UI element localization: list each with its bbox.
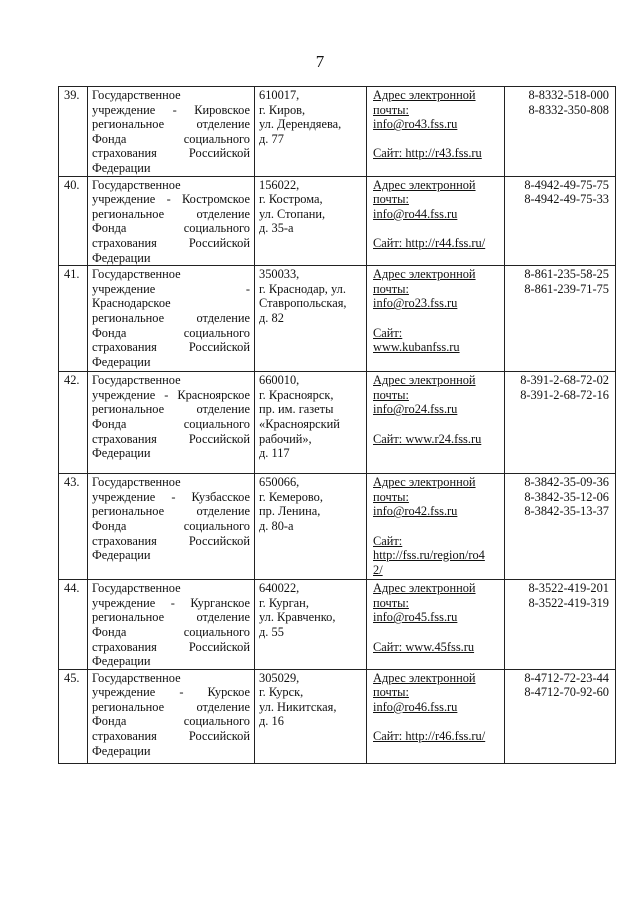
website-link[interactable]: www.kubanfss.ru <box>373 340 460 355</box>
email-link[interactable]: info@ro46.fss.ru <box>373 699 458 714</box>
institution-name-line: страхования Российской <box>92 533 250 548</box>
institution-name-line: Фонда социального <box>92 416 250 431</box>
email-link[interactable]: info@ro24.fss.ru <box>373 402 458 417</box>
phone-number: 8-391-2-68-72-02 <box>520 373 609 388</box>
institution-name-line: Государственное <box>92 373 181 388</box>
institution-name-line: Государственное <box>92 267 181 282</box>
institution-name <box>88 372 255 474</box>
address-line: г. Курск, <box>259 685 304 700</box>
address-line: г. Кострома, <box>259 192 323 207</box>
institution-name-line: учреждение - Красноярское <box>92 387 250 402</box>
institution-name-line: учреждение - Кузбасское <box>92 489 250 504</box>
postal-address <box>255 87 367 177</box>
row-number: 39. <box>59 87 88 177</box>
table-row <box>59 266 616 372</box>
address-line: ул. Дерендяева, <box>259 117 342 132</box>
row-number: 40. <box>59 176 88 266</box>
institution-name-line: Фонда социального <box>92 518 250 533</box>
row-number: 45. <box>59 669 88 763</box>
institution-name-line: региональное отделение <box>92 504 250 519</box>
phone-numbers <box>505 372 616 474</box>
institution-name-line: региональное отделение <box>92 699 250 714</box>
page-number: 7 <box>315 52 325 71</box>
address-line: 350033, <box>259 267 300 282</box>
institution-name <box>88 669 255 763</box>
contact-spacer <box>373 221 500 236</box>
email-label: почты: <box>373 387 409 402</box>
table-row <box>59 176 616 266</box>
institution-name-line: Фонда социального <box>92 325 250 340</box>
email-label: Адрес электронной <box>373 475 476 490</box>
email-label: Адрес электронной <box>373 373 476 388</box>
phone-number: 8-4942-49-75-33 <box>524 192 609 207</box>
email-link[interactable]: info@ro23.fss.ru <box>373 296 458 311</box>
website-link[interactable]: http://fss.ru/region/ro4 <box>373 548 485 563</box>
website-link[interactable]: Сайт: <box>373 325 403 340</box>
institution-name-line: Федерации <box>92 250 151 265</box>
address-line: ул. Никитская, <box>259 699 337 714</box>
address-line: Ставропольская, <box>259 296 347 311</box>
phone-numbers <box>505 580 616 670</box>
address-line: пр. им. газеты <box>259 402 334 417</box>
phone-numbers <box>505 669 616 763</box>
phone-number: 8-4712-72-23-44 <box>524 670 609 685</box>
table-row <box>59 372 616 474</box>
address-line: 156022, <box>259 177 300 192</box>
table-body <box>59 87 616 764</box>
institution-name-line: региональное отделение <box>92 117 250 132</box>
online-contacts <box>367 87 505 177</box>
online-contacts <box>367 266 505 372</box>
address-line: д. 77 <box>259 131 284 146</box>
address-line: 660010, <box>259 373 300 388</box>
row-number: 42. <box>59 372 88 474</box>
website-link[interactable]: Сайт: http://r44.fss.ru/ <box>373 235 486 250</box>
website-link[interactable]: Сайт: <box>373 533 403 548</box>
address-line: 640022, <box>259 581 300 596</box>
contact-spacer <box>373 714 500 729</box>
phone-number: 8-4712-70-92-60 <box>524 685 609 700</box>
address-line: ул. Кравченко, <box>259 610 336 625</box>
email-link[interactable]: info@ro45.fss.ru <box>373 610 458 625</box>
institution-name-line: учреждение - Курское <box>92 685 250 700</box>
website-link[interactable]: Сайт: http://r43.fss.ru <box>373 146 482 161</box>
address-line: 650066, <box>259 475 300 490</box>
institution-name-line: Фонда социального <box>92 714 250 729</box>
institution-name-line: страхования Российской <box>92 639 250 654</box>
institution-name-line: Федерации <box>92 743 151 758</box>
address-line: г. Краснодар, ул. <box>259 281 346 296</box>
email-link[interactable]: info@ro43.fss.ru <box>373 117 458 132</box>
postal-address <box>255 372 367 474</box>
email-link[interactable]: info@ro44.fss.ru <box>373 206 458 221</box>
postal-address <box>255 176 367 266</box>
phone-number: 8-8332-350-808 <box>528 102 609 117</box>
institution-name-line: Федерации <box>92 654 151 669</box>
institution-name-line: учреждение - Костромское <box>92 192 250 207</box>
phone-number: 8-861-239-71-75 <box>524 281 609 296</box>
institution-name <box>88 474 255 580</box>
address-line: пр. Ленина, <box>259 504 321 519</box>
address-line: г. Кемерово, <box>259 489 323 504</box>
address-line: д. 117 <box>259 446 290 461</box>
institution-name-line: Государственное <box>92 88 181 102</box>
institution-name-line: Федерации <box>92 160 151 175</box>
postal-address <box>255 474 367 580</box>
address-line: г. Киров, <box>259 102 306 117</box>
contact-spacer <box>373 417 500 432</box>
institution-name <box>88 87 255 177</box>
phone-numbers <box>505 474 616 580</box>
institution-name <box>88 580 255 670</box>
institution-name-line: Фонда социального <box>92 221 250 236</box>
address-line: д. 16 <box>259 714 284 729</box>
phone-numbers <box>505 176 616 266</box>
email-label: Адрес электронной <box>373 88 476 102</box>
email-label: Адрес электронной <box>373 177 476 192</box>
address-line: д. 82 <box>259 310 284 325</box>
institution-name-line: Государственное <box>92 581 181 596</box>
email-label: почты: <box>373 489 409 504</box>
website-link[interactable]: Сайт: http://r46.fss.ru/ <box>373 729 486 744</box>
row-number: 41. <box>59 266 88 372</box>
email-label: Адрес электронной <box>373 267 476 282</box>
phone-number: 8-391-2-68-72-16 <box>520 387 609 402</box>
online-contacts <box>367 474 505 580</box>
institution-name-line: региональное отделение <box>92 206 250 221</box>
institution-name-line: страхования Российской <box>92 431 250 446</box>
address-line: 305029, <box>259 670 300 685</box>
row-number: 44. <box>59 580 88 670</box>
institution-name-line: учреждение - Курганское <box>92 595 250 610</box>
website-link[interactable]: Сайт: www.r24.fss.ru <box>373 431 482 446</box>
address-line: д. 55 <box>259 624 284 639</box>
table-row <box>59 580 616 670</box>
postal-address <box>255 266 367 372</box>
phone-number: 8-3842-35-12-06 <box>524 489 609 504</box>
email-label: почты: <box>373 595 409 610</box>
email-label: почты: <box>373 685 409 700</box>
institution-name-line: региональное отделение <box>92 610 250 625</box>
institution-name-line: Фонда социального <box>92 624 250 639</box>
institution-name-line: Федерации <box>92 354 151 369</box>
institution-name-line: Государственное <box>92 475 181 490</box>
email-label: почты: <box>373 281 409 296</box>
website-link[interactable]: 2/ <box>373 562 383 577</box>
institution-name-line: страхования Российской <box>92 340 250 355</box>
phone-number: 8-861-235-58-25 <box>524 267 609 282</box>
address-line: рабочий», <box>259 431 312 446</box>
contact-spacer <box>373 311 500 326</box>
phone-number: 8-3842-35-13-37 <box>524 504 609 519</box>
email-label: почты: <box>373 102 409 117</box>
email-label: Адрес электронной <box>373 581 476 596</box>
table-row <box>59 669 616 763</box>
postal-address <box>255 669 367 763</box>
institution-name-line: страхования Российской <box>92 146 250 161</box>
institution-name-line: Краснодарское <box>92 296 171 311</box>
institution-name-line: страхования Российской <box>92 729 250 744</box>
row-number: 43. <box>59 474 88 580</box>
address-line: «Красноярский <box>259 416 340 431</box>
institution-name-line: Федерации <box>92 446 151 461</box>
contacts-table-wrapper <box>58 86 616 764</box>
phone-numbers <box>505 87 616 177</box>
online-contacts <box>367 580 505 670</box>
address-line: д. 80-а <box>259 518 294 533</box>
institution-name <box>88 176 255 266</box>
contact-spacer <box>373 519 500 534</box>
phone-number: 8-3522-419-201 <box>528 581 609 596</box>
institution-name-line: Федерации <box>92 548 151 563</box>
address-line: 610017, <box>259 88 300 102</box>
phone-number: 8-3842-35-09-36 <box>524 475 609 490</box>
institution-name-line: региональное отделение <box>92 402 250 417</box>
online-contacts <box>367 176 505 266</box>
address-line: г. Курган, <box>259 595 309 610</box>
postal-address <box>255 580 367 670</box>
online-contacts <box>367 669 505 763</box>
table-row <box>59 87 616 177</box>
institution-name-line: страхования Российской <box>92 235 250 250</box>
address-line: г. Красноярск, <box>259 387 334 402</box>
address-line: ул. Стопани, <box>259 206 326 221</box>
contact-spacer <box>373 132 500 147</box>
email-link[interactable]: info@ro42.fss.ru <box>373 504 458 519</box>
online-contacts <box>367 372 505 474</box>
contact-spacer <box>373 625 500 640</box>
address-line: д. 35-а <box>259 221 294 236</box>
table-row <box>59 474 616 580</box>
institution-name-line: региональное отделение <box>92 310 250 325</box>
email-label: почты: <box>373 192 409 207</box>
phone-numbers <box>505 266 616 372</box>
email-label: Адрес электронной <box>373 670 476 685</box>
institution-name-line: учреждение - Кировское <box>92 102 250 117</box>
website-link[interactable]: Сайт: www.45fss.ru <box>373 639 475 654</box>
regional-offices-table <box>58 86 616 764</box>
institution-name <box>88 266 255 372</box>
institution-name-line: учреждение - <box>92 281 250 296</box>
institution-name-line: Государственное <box>92 177 181 192</box>
institution-name-line: Фонда социального <box>92 131 250 146</box>
institution-name-line: Государственное <box>92 670 181 685</box>
phone-number: 8-3522-419-319 <box>528 595 609 610</box>
phone-number: 8-4942-49-75-75 <box>524 177 609 192</box>
phone-number: 8-8332-518-000 <box>528 88 609 102</box>
